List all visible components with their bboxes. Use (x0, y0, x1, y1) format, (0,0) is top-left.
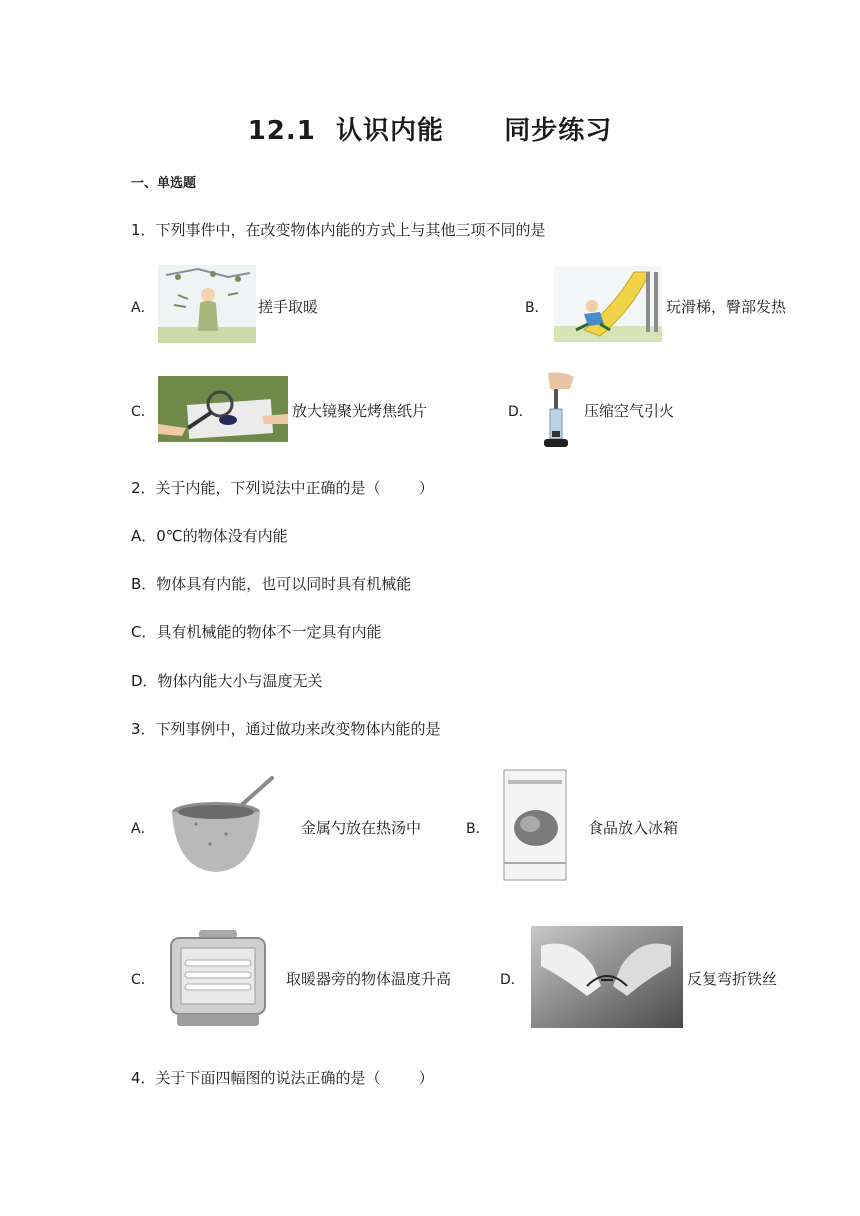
q1-option-b-text: 玩滑梯，臀部发热 (666, 298, 787, 316)
q1-option-b-letter[interactable]: B． (525, 300, 549, 316)
q1-option-a-image (158, 265, 256, 343)
q1-option-a-text: 搓手取暖 (258, 298, 319, 316)
q1-option-d-letter[interactable]: D． (508, 404, 533, 420)
q3-option-b-text: 食品放入冰箱 (588, 819, 679, 837)
q1-option-c-text: 放大镜聚光烤焦纸片 (292, 402, 428, 420)
q1-option-c-letter[interactable]: C． (131, 404, 155, 420)
question-1-stem: 1．下列事件中，在改变物体内能的方式上与其他三项不同的是 (131, 221, 546, 239)
question-2-stem: 2．关于内能，下列说法中正确的是（ ） (131, 479, 434, 497)
question-4-stem: 4．关于下面四幅图的说法正确的是（ ） (131, 1069, 434, 1087)
q1-option-b-image (554, 266, 662, 342)
q3-option-d-letter[interactable]: D． (500, 972, 525, 988)
q1-option-c-image (158, 376, 288, 442)
q3-option-a-text: 金属勺放在热汤中 (301, 819, 422, 837)
q2-option-a[interactable]: A．0℃的物体没有内能 (131, 527, 288, 545)
q2-option-c[interactable]: C．具有机械能的物体不一定具有内能 (131, 623, 382, 641)
q3-option-a-image (166, 772, 284, 880)
q2-option-b[interactable]: B．物体具有内能，也可以同时具有机械能 (131, 575, 412, 593)
q2-option-d[interactable]: D．物体内能大小与温度无关 (131, 672, 323, 690)
section-heading: 一、单选题 (131, 176, 197, 191)
q3-option-c-text: 取暖器旁的物体温度升高 (286, 970, 452, 988)
q1-option-a-letter[interactable]: A． (131, 300, 155, 316)
question-3-stem: 3．下列事例中，通过做功来改变物体内能的是 (131, 720, 441, 738)
q3-option-c-image (163, 926, 273, 1030)
q3-option-b-letter[interactable]: B． (466, 821, 490, 837)
q3-option-a-letter[interactable]: A． (131, 821, 155, 837)
page-title: 12.1 认识内能 同步练习 (247, 116, 613, 146)
q3-option-b-image (500, 766, 570, 884)
q1-option-d-text: 压缩空气引火 (584, 402, 675, 420)
q3-option-d-image (531, 926, 683, 1028)
q3-option-c-letter[interactable]: C． (131, 972, 155, 988)
q3-option-d-text: 反复弯折铁丝 (687, 970, 778, 988)
q1-option-d-image (534, 371, 580, 451)
